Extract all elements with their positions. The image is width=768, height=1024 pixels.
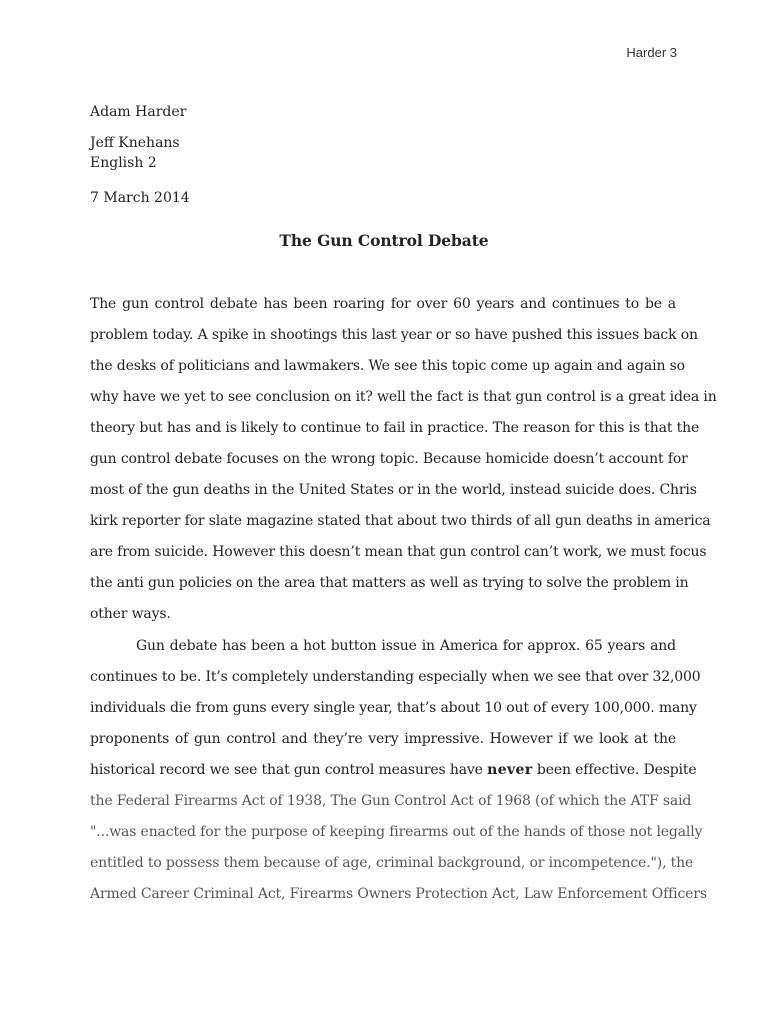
paragraph-line: the desks of politicians and lawmakers. We see this topic come up again and again so [90,358,685,374]
author-name: Adam Harder [90,104,187,120]
paragraph-line: why have we yet to see conclusion on it? well the fact is that gun control is a great idea in [90,389,717,405]
paragraph-line: problem today. A spike in shootings this last year or so have pushed this issues back on [90,327,698,343]
paragraph-line: entitled to possess them because of age, criminal background, or incompetence."), the [90,855,694,871]
emphasized-word: never [487,762,533,778]
paragraph-line: are from suicide. However this doesn’t mean that gun control can’t work, we must focus [90,544,707,560]
paragraph-line: most of the gun deaths in the United States or in the world, instead suicide does. Chris [90,482,697,498]
paragraph-line: "...was enacted for the purpose of keeping firearms out of the hands of those not legally [90,824,703,840]
paragraph-line: individuals die from guns every single year, that’s about 10 out of every 100,000. many [90,700,697,716]
paragraph-line: continues to be. It’s completely understanding especially when we see that over 32,000 [90,669,701,685]
paragraph-first-line [90,636,676,656]
paragraph-line: proponents of gun control and they’re very impressive. However if we look at the [90,731,676,747]
instructor-name: Jeff Knehans [90,135,180,151]
paragraph-line: The gun control debate has been roaring for over 60 years and continues to be a [90,296,676,312]
paper-date: 7 March 2014 [90,190,190,206]
paper-title: The Gun Control Debate [279,231,489,250]
paragraph-line: gun control debate focuses on the wrong topic. Because homicide doesn’t account for [90,451,688,467]
paragraph-line: Armed Career Criminal Act, Firearms Owners Protection Act, Law Enforcement Officers [90,886,707,902]
paragraph-line: other ways. [90,606,171,622]
paragraph-line: the anti gun policies on the area that matters as well as trying to solve the problem in [90,575,689,591]
paragraph-line: theory but has and is likely to continue to fail in practice. The reason for this is that the [90,420,700,436]
line-text-after-emphasis: been effective. Despite [532,762,697,778]
line-text-before-emphasis: historical record we see that gun control measures have [90,762,488,778]
paragraph-line: kirk reporter for slate magazine stated that about two thirds of all gun deaths in america [90,513,711,529]
paragraph-line [90,760,697,780]
running-head: Harder 3 [626,45,677,60]
paragraph-line-text: Gun debate has been a hot button issue in America for approx. 65 years and [136,638,676,654]
paragraph-line: the Federal Firearms Act of 1938, The Gun Control Act of 1968 (of which the ATF said [90,793,692,809]
course-name: English 2 [90,155,157,171]
